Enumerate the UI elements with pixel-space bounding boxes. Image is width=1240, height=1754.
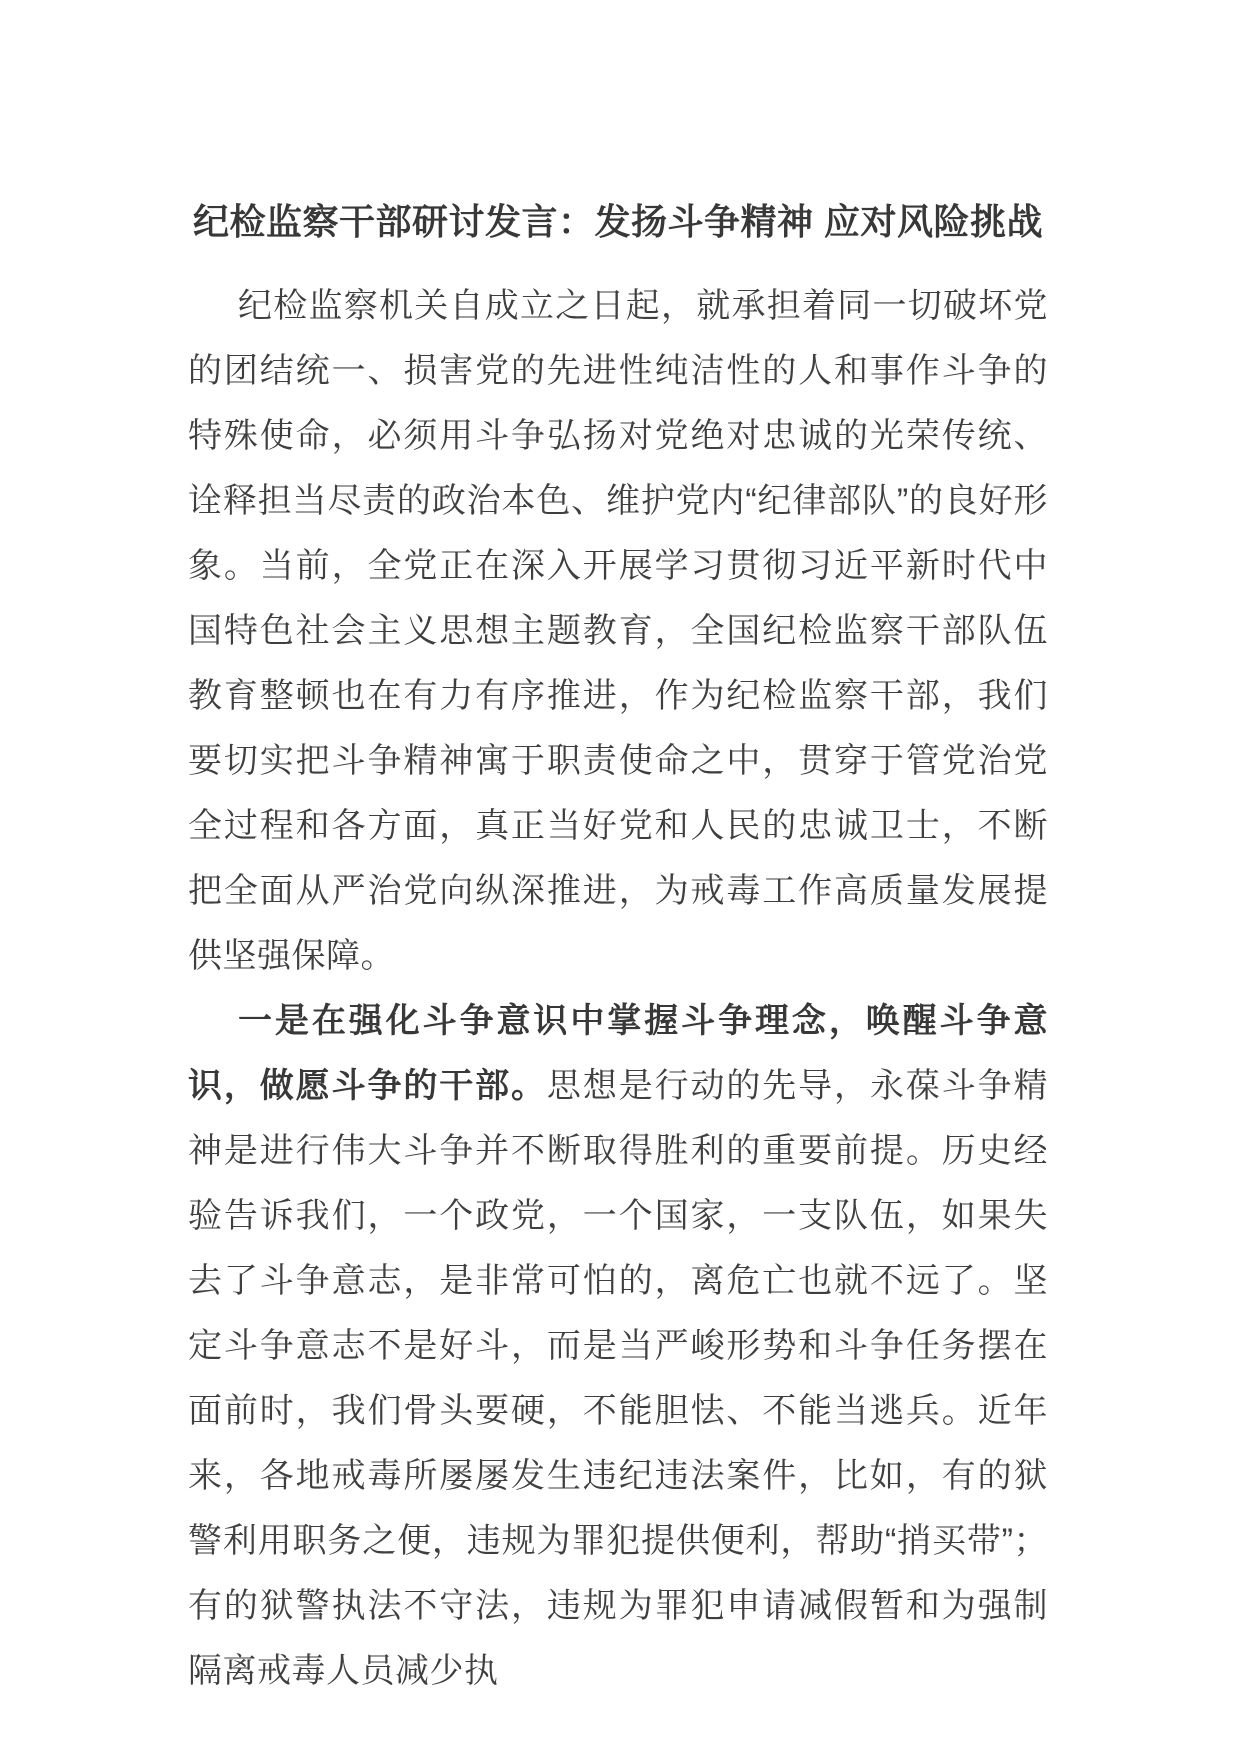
paragraph-point-one-text: 思想是行动的先导，永葆斗争精神是进行伟大斗争并不断取得胜利的重要前提。历史经验告诉我们，一个政党，一个国家，一支队伍，如果失去了斗争意志，是非常可怕的，离危亡也就不远了。坚定斗争意志不是好斗，而是当严峻形势和斗争任务摆在面前时，我们骨头要硬，不能胆怯、不能当逃兵。近年来，各地戒毒所屡屡发生违纪违法案件，比如，有的狱警利用职务之便，违规为罪犯提供便利，帮助“捎买带”；有的狱警执法不守法，违规为罪犯申请减假暂和为强制隔离戒毒人员减少执	[188, 1067, 1049, 1690]
document-title: 纪检监察干部研讨发言：发扬斗争精神 应对风险挑战	[192, 201, 1043, 242]
paragraph-point-one	[188, 989, 1048, 1704]
paragraph-introduction-text: 纪检监察机关自成立之日起，就承担着同一切破坏党的团结统一、损害党的先进性纯洁性的人和事作斗争的特殊使命，必须用斗争弘扬对党绝对忠诚的光荣传统、诠释担当尽责的政治本色、维护党内“纪律部队”的良好形象。当前，全党正在深入开展学习贯彻习近平新时代中国特色社会主义思想主题教育，全国纪检监察干部队伍教育整顿也在有力有序推进，作为纪检监察干部，我们要切实把斗争精神寓于职责使命之中，贯穿于管党治党全过程和各方面，真正当好党和人民的忠诚卫士，不断把全面从严治党向纵深推进，为戒毒工作高质量发展提供坚强保障。	[188, 287, 1048, 975]
paragraph-point-one-bold-lead: 一是在强化斗争意识中掌握斗争理念，唤醒斗争意识，做愿斗争的干部。	[188, 1002, 1048, 1105]
paragraph-introduction	[188, 274, 1048, 989]
